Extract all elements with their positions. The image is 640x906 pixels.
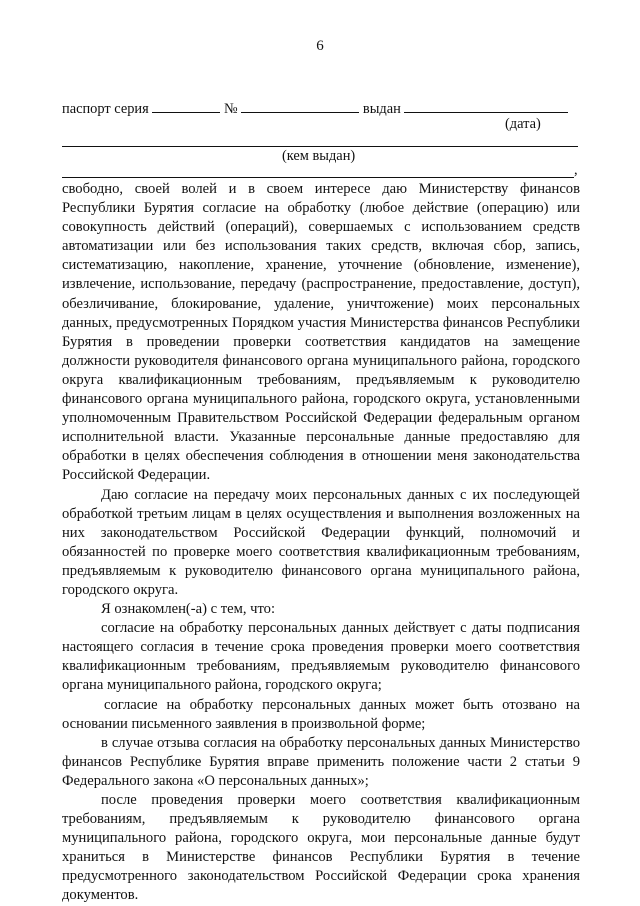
passport-number-field[interactable] <box>241 98 359 113</box>
passport-issued-label: выдан <box>362 101 401 117</box>
issued-by-caption: (кем выдан) <box>282 148 356 164</box>
passport-line <box>62 98 568 118</box>
acknowledgement-item: согласие на обработку персональных данных действует с даты подписания настоящего согласия в течение срока проведения проверки моего соответствия квалификационным требованиям, предъявляемым руководителю финансового органа муниципального района, городского округа; <box>62 620 580 694</box>
consent-text <box>62 180 580 906</box>
acknowledgement-item: согласие на обработку персональных данных может быть отозвано на основании письменного заявления в произвольной форме; <box>62 696 580 732</box>
issued-by-line-1[interactable] <box>62 146 578 147</box>
issued-by-line-2[interactable] <box>62 177 574 178</box>
passport-series-label: паспорт серия <box>62 101 149 117</box>
passport-series-field[interactable] <box>152 98 220 113</box>
passport-number-label: № <box>223 101 238 117</box>
acknowledgement-heading: Я ознакомлен(-а) с тем, что: <box>101 601 275 618</box>
passport-issued-date-field[interactable] <box>404 98 568 113</box>
transfer-paragraph: Даю согласие на передачу моих персональных данных с их последующей обработкой третьим лицам в целях осуществления и выполнения возложенных на них законодательством Российской Федерации функций, полномочий и обязанностей по проверке моего соответствия квалификационным требованиям, предъявляемым к руководителю финансового органа муниципального района, городского округа. <box>62 486 580 598</box>
trailing-comma: , <box>574 162 578 178</box>
acknowledgement-item: в случае отзыва согласия на обработку персональных данных Министерство финансов Республике Бурятия вправе применить положение части 2 статьи 9 Федерального закона «О персональных данных»; <box>62 734 580 789</box>
consent-paragraph: свободно, своей волей и в своем интересе даю Министерству финансов Республики Бурятия согласие на обработку (любое действие (операцию) или совокупность действий (операций), совершаемых с использованием средств автоматизации или без использования таких средств, включая сбор, запись, систематизацию, накопление, хранение, уточнение (обновление, изменение), извлечение, использование, передачу (распространение, предоставление, доступ), обезличивание, блокирование, удаление, уничтожение) моих персональных данных, предусмотренных Порядком участия Министерства финансов Республики Бурятия в проведении проверки соответствия кандидатов на замещение должности руководителя финансового органа муниципального района, городского округа квалификационным требованиям, предъявляемым к руководителю финансового органа муниципального района, городского округа, установленными уполномоченным Правительством Российской Федерации федеральным органом исполнительной власти. Указанные персональные данные предоставляю для обработки в целях обеспечения соблюдения в отношении меня законодательства Российской Федерации. <box>62 181 580 484</box>
date-caption: (дата) <box>505 116 541 132</box>
acknowledgement-item: после проведения проверки моего соответствия квалификационным требованиям, предъявляемым к руководителю финансового органа муниципального района, городского округа, мои персональные данные будут храниться в Министерстве финансов Республики Бурятия в течение предусмотренного законодательством Российской Федерации срока хранения документов. <box>62 792 580 904</box>
page-number: 6 <box>316 38 324 54</box>
